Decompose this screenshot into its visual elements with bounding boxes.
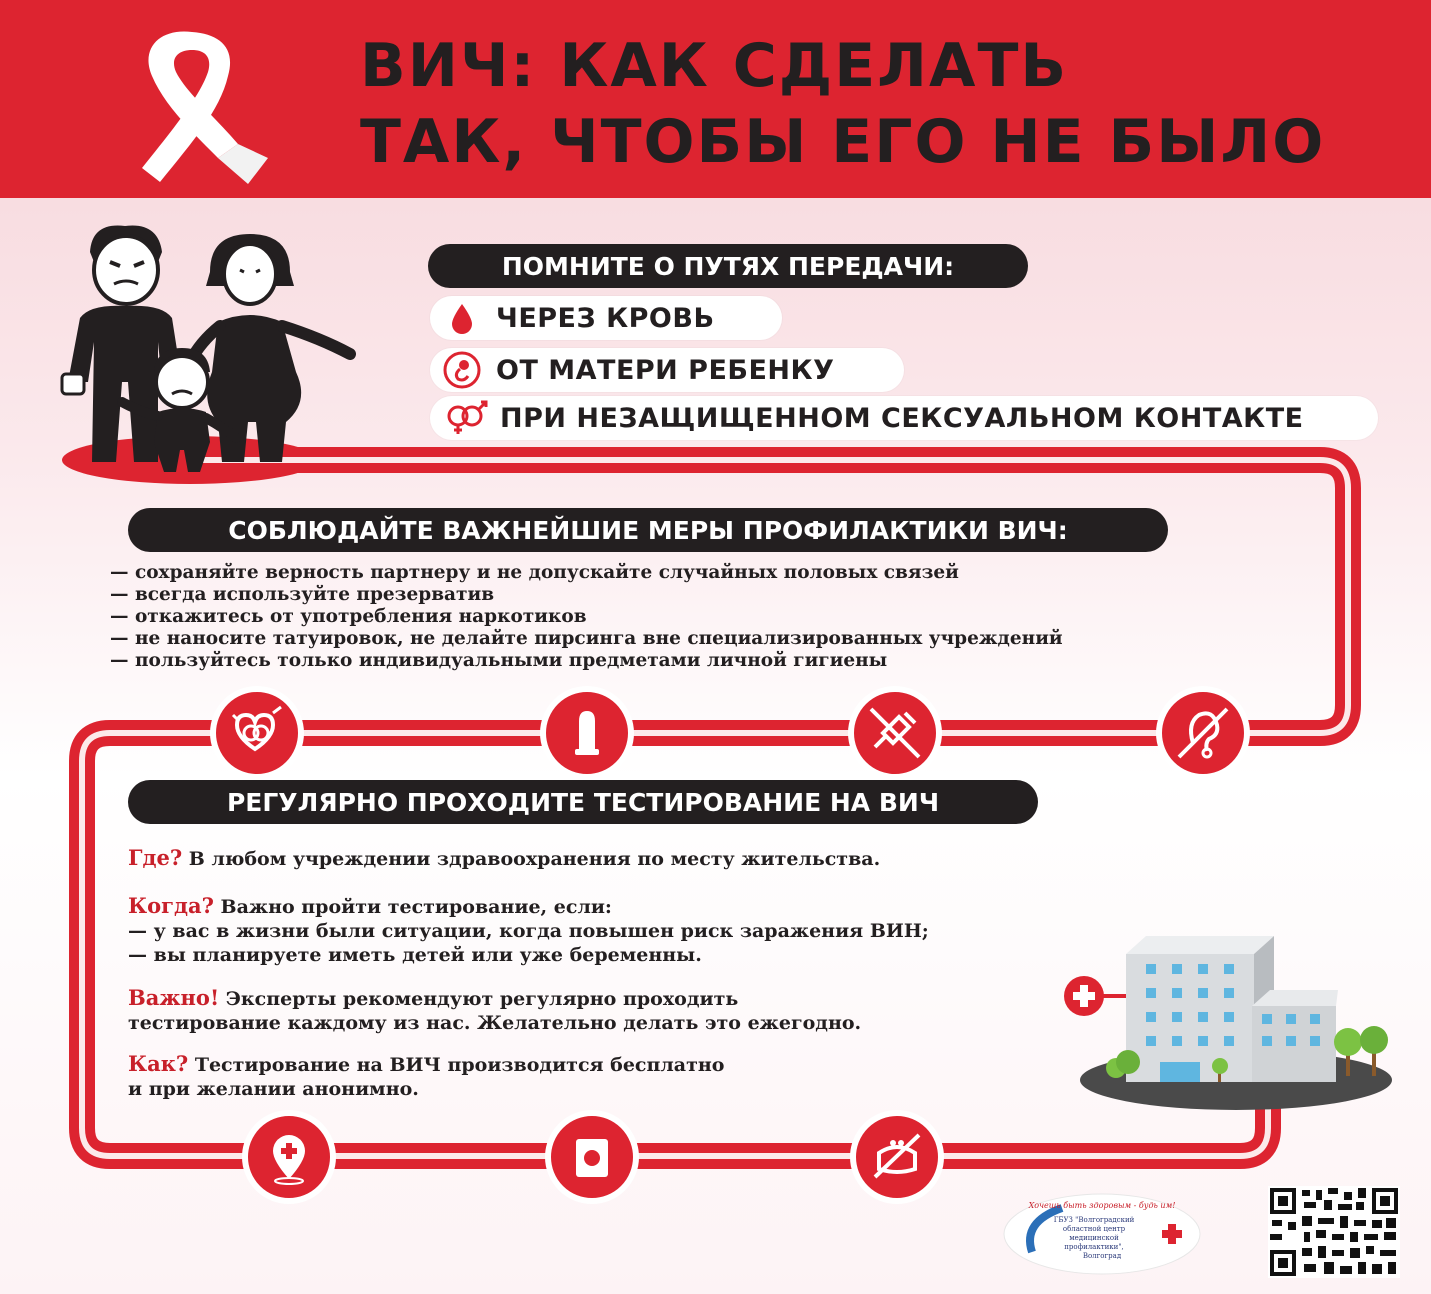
no-piercing-icon [1173, 703, 1233, 763]
qr-code[interactable] [1268, 1186, 1400, 1278]
testing-heading [128, 780, 1038, 824]
hospital-illustration [1056, 934, 1396, 1114]
testing-icon-passport [545, 1110, 639, 1204]
important-line-2: тестирование каждому из нас. Желательно делать это ежегодно. [128, 1012, 862, 1034]
list-item: — всегда используйте презерватив [110, 584, 495, 605]
logo-org-line-4: профилактики", [1064, 1243, 1124, 1251]
logo-slogan: Хочешь быть здоровым - будь им! [1028, 1201, 1176, 1210]
prevention-icon-no-piercing [1156, 686, 1250, 780]
transmission-item-blood [430, 296, 782, 340]
prevention-icon-condom [540, 686, 634, 780]
how-line-2: и при желании анонимно. [128, 1078, 419, 1100]
family-illustration [50, 222, 370, 484]
when-block [128, 894, 929, 967]
logo-org-line-3: медицинской [1069, 1234, 1119, 1242]
logo-org-line-1: ГБУЗ "Волгоградский [1053, 1216, 1135, 1224]
prevention-heading [128, 508, 1168, 552]
list-item: — пользуйтесь только индивидуальными предметами личной гигиены [110, 650, 888, 671]
organization-logo [1002, 1192, 1202, 1276]
transmission-item-label: ПРИ НЕЗАЩИЩЕННОМ СЕКСУАЛЬНОМ КОНТАКТЕ [500, 402, 1304, 434]
blood-drop-icon [442, 298, 482, 338]
important-block [128, 986, 861, 1035]
passport-icon [562, 1127, 622, 1187]
transmission-heading [428, 244, 1028, 288]
title-line-2: ТАК, ЧТОБЫ ЕГО НЕ БЫЛО [360, 107, 1326, 177]
condom-icon [557, 703, 617, 763]
fetus-icon [442, 350, 482, 390]
when-answer: Важно пройти тестирование, если: [220, 896, 612, 918]
how-block [128, 1052, 724, 1101]
transmission-item-sexual [430, 396, 1378, 440]
no-syringe-icon [865, 703, 925, 763]
hearts-icon [227, 703, 287, 763]
when-line-2: — вы планируете иметь детей или уже беременны. [128, 944, 702, 966]
prevention-icon-hearts [210, 686, 304, 780]
list-item: — не наносите татуировок, не делайте пирсинга вне специализированных учреждений [110, 628, 1063, 649]
no-wallet-icon [867, 1127, 927, 1187]
how-line-1: Тестирование на ВИЧ производится бесплатно [194, 1054, 725, 1076]
transmission-item-mother [430, 348, 904, 392]
gender-symbols-icon [438, 398, 494, 438]
list-item: — сохраняйте верность партнеру и не допускайте случайных половых связей [110, 562, 959, 583]
prevention-heading-text: СОБЛЮДАЙТЕ ВАЖНЕЙШИЕ МЕРЫ ПРОФИЛАКТИКИ ВИЧ: [228, 515, 1068, 545]
title-line-1: ВИЧ: КАК СДЕЛАТЬ [360, 31, 1069, 101]
testing-heading-text: РЕГУЛЯРНО ПРОХОДИТЕ ТЕСТИРОВАНИЕ НА ВИЧ [226, 787, 940, 817]
testing-icon-free [850, 1110, 944, 1204]
where-block [128, 846, 880, 871]
logo-org-line-5: Волгоград [1082, 1252, 1122, 1260]
prevention-icon-no-drugs [848, 686, 942, 780]
logo-org-line-2: областной центр [1062, 1225, 1126, 1233]
testing-icon-location [242, 1110, 336, 1204]
transmission-heading-text: ПОМНИТЕ О ПУТЯХ ПЕРЕДАЧИ: [501, 251, 955, 281]
prevention-list [110, 562, 1063, 672]
where-question: Где? [128, 845, 183, 870]
important-label: Важно! [128, 985, 220, 1010]
location-cross-icon [259, 1127, 319, 1187]
important-line-1: Эксперты рекомендуют регулярно проходить [225, 988, 739, 1010]
how-question: Как? [128, 1051, 189, 1076]
when-line-1: — у вас в жизни были ситуации, когда повышен риск заражения ВИН; [128, 920, 929, 942]
transmission-item-label: ЧЕРЕЗ КРОВЬ [496, 302, 715, 334]
when-question: Когда? [128, 893, 214, 918]
where-answer: В любом учреждении здравоохранения по месту жительства. [188, 848, 881, 870]
list-item: — откажитесь от употребления наркотиков [110, 606, 587, 627]
transmission-item-label: ОТ МАТЕРИ РЕБЕНКУ [496, 354, 835, 386]
